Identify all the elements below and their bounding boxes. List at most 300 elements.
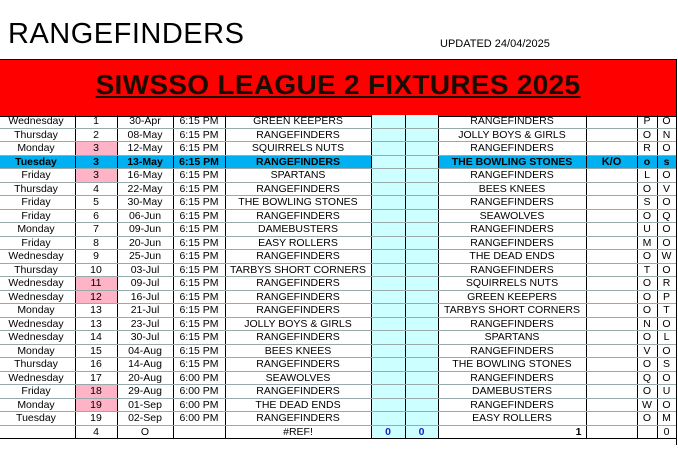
- totals-letter: 0: [657, 425, 676, 439]
- day-cell: [0, 169, 75, 183]
- away-score-cell: [405, 115, 438, 128]
- away-score-cell: [405, 142, 438, 156]
- letter-cell-1: L: [637, 169, 657, 183]
- letter-cell-2: O: [657, 317, 676, 331]
- week-cell: 8: [75, 236, 117, 250]
- home-team-cell: DAMEBUSTERS: [225, 223, 371, 237]
- fixture-row: [0, 128, 676, 142]
- week-cell: 4: [75, 182, 117, 196]
- day-cell: [0, 223, 75, 237]
- day-cell: [0, 371, 75, 385]
- time-cell: 6:15 PM: [173, 236, 225, 250]
- date-cell: 20-Aug: [117, 371, 173, 385]
- away-score-cell: [405, 169, 438, 183]
- day-label: Friday: [21, 196, 51, 209]
- fixture-row: [0, 290, 676, 304]
- date-cell: 30-Jul: [117, 331, 173, 345]
- time-cell: 6:15 PM: [173, 263, 225, 277]
- totals-away-score: 0: [405, 425, 438, 439]
- home-team-cell: RANGEFINDERS: [225, 155, 371, 169]
- totals-home-score: 0: [371, 425, 405, 439]
- letter-cell-2: M: [657, 412, 676, 426]
- day-label: Wednesday: [8, 331, 64, 344]
- day-cell: [0, 155, 75, 169]
- totals-blank-2: [173, 425, 225, 439]
- letter-cell-2: W: [657, 250, 676, 264]
- away-score-cell: [405, 398, 438, 412]
- time-cell: 6:15 PM: [173, 128, 225, 142]
- day-label: Wednesday: [8, 250, 64, 263]
- day-label: Wednesday: [8, 115, 64, 128]
- away-team-cell: RANGEFINDERS: [438, 236, 586, 250]
- letter-cell-1: U: [637, 223, 657, 237]
- away-team-cell: RANGEFINDERS: [438, 142, 586, 156]
- fixture-row: [0, 155, 676, 169]
- time-cell: 6:15 PM: [173, 115, 225, 128]
- date-cell: 09-Jul: [117, 277, 173, 291]
- home-score-cell: [371, 155, 405, 169]
- home-team-cell: RANGEFINDERS: [225, 290, 371, 304]
- day-label: Thursday: [14, 358, 58, 371]
- home-score-cell: [371, 277, 405, 291]
- letter-cell-1: O: [637, 250, 657, 264]
- day-label: Wednesday: [8, 290, 64, 303]
- time-cell: 6:15 PM: [173, 317, 225, 331]
- totals-blank-3: [586, 425, 637, 439]
- date-cell: 04-Aug: [117, 344, 173, 358]
- home-team-cell: BEES KNEES: [225, 344, 371, 358]
- home-score-cell: [371, 196, 405, 210]
- time-cell: 6:00 PM: [173, 398, 225, 412]
- home-team-cell: SPARTANS: [225, 169, 371, 183]
- ko-cell: [586, 277, 637, 291]
- letter-cell-2: O: [657, 344, 676, 358]
- day-label: Thursday: [14, 263, 58, 276]
- ko-cell: [586, 250, 637, 264]
- away-score-cell: [405, 331, 438, 345]
- day-cell: [0, 358, 75, 372]
- day-label: Friday: [21, 169, 51, 182]
- letter-cell-2: O: [657, 223, 676, 237]
- fixtures-table: [0, 115, 677, 439]
- week-cell: 5: [75, 196, 117, 210]
- date-cell: 30-May: [117, 196, 173, 210]
- fixture-row: [0, 398, 676, 412]
- away-score-cell: [405, 128, 438, 142]
- away-team-cell: RANGEFINDERS: [438, 344, 586, 358]
- day-label: Friday: [21, 385, 51, 398]
- ko-cell: [586, 398, 637, 412]
- time-cell: 6:15 PM: [173, 331, 225, 345]
- day-cell: [0, 196, 75, 210]
- letter-cell-2: O: [657, 371, 676, 385]
- home-score-cell: [371, 115, 405, 128]
- week-cell: 10: [75, 263, 117, 277]
- page-edge-line: [676, 59, 677, 445]
- letter-cell-2: O: [657, 142, 676, 156]
- away-team-cell: BEES KNEES: [438, 182, 586, 196]
- home-team-cell: JOLLY BOYS & GIRLS: [225, 317, 371, 331]
- home-score-cell: [371, 236, 405, 250]
- home-score-cell: [371, 304, 405, 318]
- letter-cell-2: N: [657, 128, 676, 142]
- totals-row: [0, 425, 676, 439]
- fixture-row: [0, 277, 676, 291]
- home-score-cell: [371, 209, 405, 223]
- fixture-row: [0, 250, 676, 264]
- fixture-row: [0, 358, 676, 372]
- ko-cell: [586, 169, 637, 183]
- away-team-cell: JOLLY BOYS & GIRLS: [438, 128, 586, 142]
- home-score-cell: [371, 331, 405, 345]
- ko-cell: [586, 263, 637, 277]
- letter-cell-2: O: [657, 196, 676, 210]
- week-cell: 6: [75, 209, 117, 223]
- day-label: Tuesday: [16, 412, 56, 425]
- fixture-row: [0, 412, 676, 426]
- away-score-cell: [405, 182, 438, 196]
- week-cell: 2: [75, 128, 117, 142]
- fixture-row: [0, 223, 676, 237]
- home-team-cell: GREEN KEEPERS: [225, 115, 371, 128]
- away-score-cell: [405, 290, 438, 304]
- letter-cell-1: O: [637, 128, 657, 142]
- ko-cell: [586, 128, 637, 142]
- time-cell: 6:15 PM: [173, 223, 225, 237]
- letter-cell-2: O: [657, 169, 676, 183]
- letter-cell-1: O: [637, 331, 657, 345]
- ko-cell: [586, 304, 637, 318]
- week-cell: 7: [75, 223, 117, 237]
- away-score-cell: [405, 155, 438, 169]
- letter-cell-2: U: [657, 385, 676, 399]
- ko-cell: [586, 182, 637, 196]
- letter-cell-1: T: [637, 263, 657, 277]
- away-team-cell: RANGEFINDERS: [438, 317, 586, 331]
- letter-cell-2: S: [657, 358, 676, 372]
- day-cell: [0, 182, 75, 196]
- away-score-cell: [405, 223, 438, 237]
- day-label: Friday: [21, 236, 51, 249]
- week-cell: 17: [75, 371, 117, 385]
- letter-cell-2: L: [657, 331, 676, 345]
- date-cell: 13-May: [117, 155, 173, 169]
- day-label: Monday: [17, 344, 55, 357]
- time-cell: 6:15 PM: [173, 304, 225, 318]
- home-team-cell: RANGEFINDERS: [225, 277, 371, 291]
- totals-ref: #REF!: [225, 425, 371, 439]
- team-name: RANGEFINDERS: [8, 18, 245, 50]
- home-score-cell: [371, 412, 405, 426]
- away-team-cell: RANGEFINDERS: [438, 196, 586, 210]
- letter-cell-1: Q: [637, 371, 657, 385]
- date-cell: 25-Jun: [117, 250, 173, 264]
- home-score-cell: [371, 317, 405, 331]
- week-cell: 16: [75, 358, 117, 372]
- date-cell: 01-Sep: [117, 398, 173, 412]
- day-cell: [0, 317, 75, 331]
- letter-cell-1: V: [637, 344, 657, 358]
- home-score-cell: [371, 142, 405, 156]
- ko-cell: [586, 290, 637, 304]
- away-team-cell: SQUIRRELS NUTS: [438, 277, 586, 291]
- day-label: Tuesday: [15, 155, 57, 168]
- day-cell: [0, 142, 75, 156]
- away-team-cell: RANGEFINDERS: [438, 263, 586, 277]
- away-team-cell: RANGEFINDERS: [438, 371, 586, 385]
- away-score-cell: [405, 358, 438, 372]
- letter-cell-1: P: [637, 115, 657, 128]
- letter-cell-1: O: [637, 209, 657, 223]
- home-score-cell: [371, 344, 405, 358]
- date-cell: 22-May: [117, 182, 173, 196]
- time-cell: 6:15 PM: [173, 169, 225, 183]
- week-cell: 14: [75, 331, 117, 345]
- away-team-cell: RANGEFINDERS: [438, 115, 586, 128]
- letter-cell-1: N: [637, 317, 657, 331]
- week-cell: 1: [75, 115, 117, 128]
- totals-blank-4: [637, 425, 657, 439]
- letter-cell-1: R: [637, 142, 657, 156]
- totals-blank-1: [0, 425, 75, 439]
- ko-cell: [586, 142, 637, 156]
- ko-cell: [586, 236, 637, 250]
- letter-cell-2: V: [657, 182, 676, 196]
- letter-cell-2: Q: [657, 209, 676, 223]
- home-score-cell: [371, 182, 405, 196]
- date-cell: 06-Jun: [117, 209, 173, 223]
- home-team-cell: RANGEFINDERS: [225, 182, 371, 196]
- home-team-cell: RANGEFINDERS: [225, 304, 371, 318]
- letter-cell-1: O: [637, 385, 657, 399]
- home-team-cell: RANGEFINDERS: [225, 331, 371, 345]
- day-cell: [0, 304, 75, 318]
- league-banner: [0, 59, 676, 117]
- letter-cell-2: P: [657, 290, 676, 304]
- letter-cell-1: O: [637, 304, 657, 318]
- away-team-cell: RANGEFINDERS: [438, 398, 586, 412]
- time-cell: 6:15 PM: [173, 142, 225, 156]
- ko-cell: [586, 317, 637, 331]
- away-score-cell: [405, 317, 438, 331]
- time-cell: 6:15 PM: [173, 250, 225, 264]
- fixture-row: [0, 331, 676, 345]
- week-cell: 9: [75, 250, 117, 264]
- ko-cell: [586, 331, 637, 345]
- away-team-cell: THE BOWLING STONES: [438, 155, 586, 169]
- date-cell: 12-May: [117, 142, 173, 156]
- away-score-cell: [405, 236, 438, 250]
- time-cell: 6:15 PM: [173, 344, 225, 358]
- totals-away-team: 1: [438, 425, 586, 439]
- home-score-cell: [371, 398, 405, 412]
- day-cell: [0, 277, 75, 291]
- ko-cell: [586, 371, 637, 385]
- letter-cell-1: M: [637, 236, 657, 250]
- day-cell: [0, 128, 75, 142]
- away-score-cell: [405, 385, 438, 399]
- day-cell: [0, 385, 75, 399]
- day-label: Monday: [17, 223, 55, 236]
- ko-cell: [586, 358, 637, 372]
- date-cell: 14-Aug: [117, 358, 173, 372]
- home-team-cell: RANGEFINDERS: [225, 358, 371, 372]
- date-cell: 29-Aug: [117, 385, 173, 399]
- fixture-row: [0, 263, 676, 277]
- away-team-cell: THE BOWLING STONES: [438, 358, 586, 372]
- day-cell: [0, 115, 75, 128]
- fixture-row: [0, 182, 676, 196]
- time-cell: 6:15 PM: [173, 358, 225, 372]
- time-cell: 6:15 PM: [173, 196, 225, 210]
- letter-cell-2: O: [657, 236, 676, 250]
- away-score-cell: [405, 277, 438, 291]
- week-cell: 3: [75, 155, 117, 169]
- week-cell: 19: [75, 412, 117, 426]
- totals-date: O: [117, 425, 173, 439]
- week-cell: 18: [75, 385, 117, 399]
- totals-wk: 4: [75, 425, 117, 439]
- day-label: Monday: [17, 142, 55, 155]
- week-cell: 3: [75, 169, 117, 183]
- fixture-row: [0, 115, 676, 128]
- banner-title: SIWSSO LEAGUE 2 FIXTURES 2025: [95, 69, 581, 100]
- letter-cell-2: O: [657, 398, 676, 412]
- home-team-cell: EASY ROLLERS: [225, 236, 371, 250]
- letter-cell-2: O: [657, 115, 676, 128]
- away-team-cell: SEAWOLVES: [438, 209, 586, 223]
- day-cell: [0, 398, 75, 412]
- away-score-cell: [405, 344, 438, 358]
- away-score-cell: [405, 304, 438, 318]
- time-cell: 6:00 PM: [173, 385, 225, 399]
- day-label: Wednesday: [8, 371, 64, 384]
- fixture-row: [0, 385, 676, 399]
- fixture-row: [0, 371, 676, 385]
- home-team-cell: THE BOWLING STONES: [225, 196, 371, 210]
- home-score-cell: [371, 128, 405, 142]
- ko-cell: [586, 412, 637, 426]
- home-team-cell: RANGEFINDERS: [225, 385, 371, 399]
- fixture-row: [0, 304, 676, 318]
- away-team-cell: SPARTANS: [438, 331, 586, 345]
- date-cell: 30-Apr: [117, 115, 173, 128]
- ko-cell: [586, 115, 637, 128]
- home-score-cell: [371, 371, 405, 385]
- day-cell: [0, 250, 75, 264]
- day-label: Thursday: [14, 128, 58, 141]
- time-cell: 6:15 PM: [173, 155, 225, 169]
- ko-cell: [586, 196, 637, 210]
- letter-cell-2: T: [657, 304, 676, 318]
- date-cell: 02-Sep: [117, 412, 173, 426]
- week-cell: 15: [75, 344, 117, 358]
- letter-cell-1: O: [637, 290, 657, 304]
- day-label: Thursday: [14, 182, 58, 195]
- fixture-row: [0, 169, 676, 183]
- home-team-cell: RANGEFINDERS: [225, 250, 371, 264]
- week-cell: 11: [75, 277, 117, 291]
- day-cell: [0, 344, 75, 358]
- day-label: Wednesday: [8, 277, 64, 290]
- fixture-row: [0, 317, 676, 331]
- week-cell: 13: [75, 317, 117, 331]
- ko-cell: K/O: [586, 155, 637, 169]
- day-cell: [0, 412, 75, 426]
- ko-cell: [586, 209, 637, 223]
- time-cell: 6:15 PM: [173, 209, 225, 223]
- home-score-cell: [371, 169, 405, 183]
- away-team-cell: EASY ROLLERS: [438, 412, 586, 426]
- home-team-cell: TARBYS SHORT CORNERS: [225, 263, 371, 277]
- away-score-cell: [405, 250, 438, 264]
- home-team-cell: RANGEFINDERS: [225, 209, 371, 223]
- ko-cell: [586, 223, 637, 237]
- away-team-cell: DAMEBUSTERS: [438, 385, 586, 399]
- week-cell: 19: [75, 398, 117, 412]
- updated-date: UPDATED 24/04/2025: [440, 38, 550, 50]
- time-cell: 6:15 PM: [173, 277, 225, 291]
- home-score-cell: [371, 263, 405, 277]
- day-cell: [0, 236, 75, 250]
- away-team-cell: THE DEAD ENDS: [438, 250, 586, 264]
- home-score-cell: [371, 250, 405, 264]
- away-score-cell: [405, 412, 438, 426]
- letter-cell-2: R: [657, 277, 676, 291]
- day-cell: [0, 209, 75, 223]
- time-cell: 6:00 PM: [173, 371, 225, 385]
- away-team-cell: RANGEFINDERS: [438, 169, 586, 183]
- home-team-cell: SEAWOLVES: [225, 371, 371, 385]
- away-score-cell: [405, 371, 438, 385]
- day-cell: [0, 331, 75, 345]
- date-cell: 20-Jun: [117, 236, 173, 250]
- letter-cell-1: S: [637, 196, 657, 210]
- home-score-cell: [371, 385, 405, 399]
- ko-cell: [586, 344, 637, 358]
- letter-cell-1: O: [637, 277, 657, 291]
- date-cell: 21-Jul: [117, 304, 173, 318]
- date-cell: 23-Jul: [117, 317, 173, 331]
- day-label: Wednesday: [8, 317, 64, 330]
- day-label: Monday: [17, 398, 55, 411]
- ko-cell: [586, 385, 637, 399]
- fixture-row: [0, 236, 676, 250]
- home-score-cell: [371, 290, 405, 304]
- away-score-cell: [405, 209, 438, 223]
- date-cell: 09-Jun: [117, 223, 173, 237]
- week-cell: 12: [75, 290, 117, 304]
- day-cell: [0, 263, 75, 277]
- date-cell: 03-Jul: [117, 263, 173, 277]
- day-label: Friday: [21, 209, 51, 222]
- day-cell: [0, 290, 75, 304]
- away-score-cell: [405, 263, 438, 277]
- fixture-row: [0, 344, 676, 358]
- away-score-cell: [405, 196, 438, 210]
- date-cell: 16-Jul: [117, 290, 173, 304]
- fixture-row: [0, 196, 676, 210]
- week-cell: 3: [75, 142, 117, 156]
- home-team-cell: THE DEAD ENDS: [225, 398, 371, 412]
- letter-cell-2: O: [657, 263, 676, 277]
- letter-cell-1: O: [637, 182, 657, 196]
- time-cell: 6:15 PM: [173, 182, 225, 196]
- letter-cell-2: s: [657, 155, 676, 169]
- away-team-cell: TARBYS SHORT CORNERS: [438, 304, 586, 318]
- letter-cell-1: O: [637, 358, 657, 372]
- home-team-cell: SQUIRRELS NUTS: [225, 142, 371, 156]
